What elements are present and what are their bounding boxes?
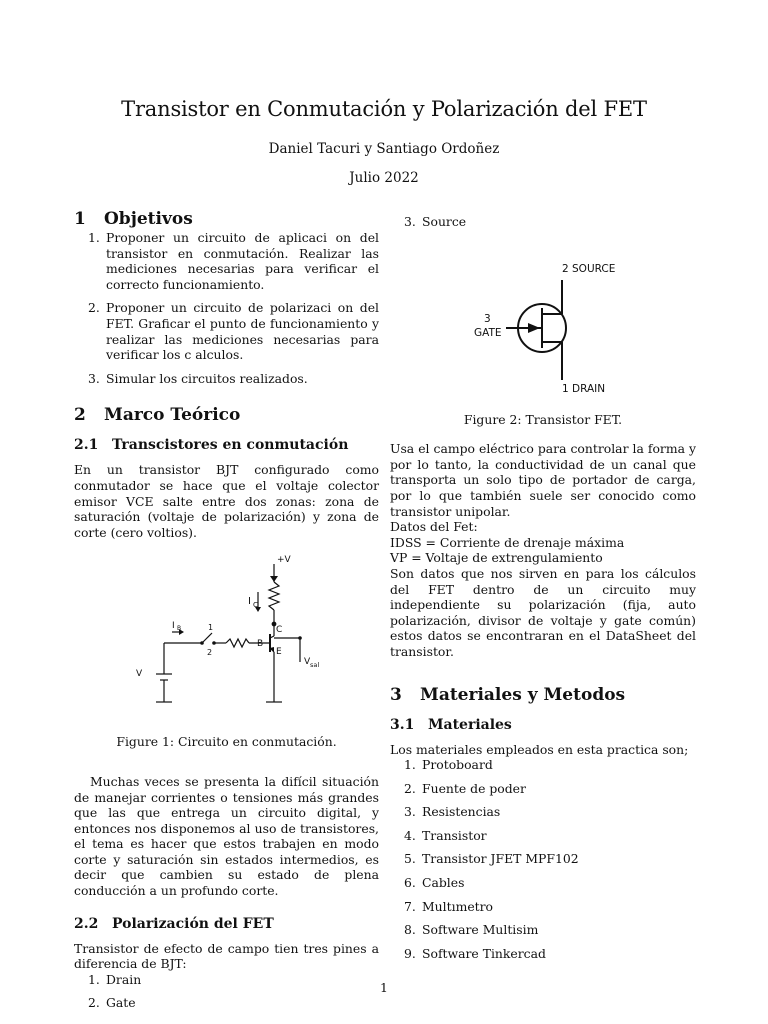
label-c: C [276,625,283,636]
label-v: V [136,669,143,680]
pins-list-continued [390,214,696,230]
list-item: 7. Multımetro [404,898,494,914]
list-item: 3. Resistencias [404,804,501,820]
list-item: 2. Proponer un circuito de polarizaci on del FET. Graficar el punto de funcionamiento y realizar las mediciones necesarias para verificar los c alculos. [88,300,379,363]
section-heading-materiales-metodos: 3 Materiales y Metodos [390,684,626,705]
label-vsal: V [304,657,311,668]
idss-definition: IDSS = Corriente de drenaje máxima [390,534,625,550]
list-item: 5. Transistor JFET MPF102 [404,851,579,867]
subsection-heading-materiales: 3.1 Materiales [390,716,512,733]
list-item: 8. Software Multisim [404,922,539,938]
label-ic-sub: C [253,601,258,610]
label-switch-2: 2 [207,648,213,658]
list-item: 1. Drain [88,971,142,987]
subsection-heading-conmutacion: 2.1 Transcistores en conmutación [74,437,349,454]
paper-title: Transistor en Conmutación y Polarización del FET [121,97,647,121]
fet-drain-label: 1 DRAIN [562,382,606,395]
list-item: 1. Proponer un circuito de aplicaci on del transistor en conmutación. Realizar las mediciones necesarias para verificar el correcto funcionamiento. [88,230,379,292]
paragraph-materiales: Los materiales empleados en esta practica son; [390,741,689,757]
label-vsal-sub: sal [310,661,320,670]
section-heading-objetivos: 1 Objetivos [74,209,193,229]
paragraph-campo-electrico: Usa el campo eléctrico para controlar la forma y por lo tanto, la conductividad de un canal que transporta un solo tipo de portador de carga, por lo que también suele ser conocido como transistor unipolar. [390,441,696,519]
subsection-heading-polarizacion-fet: 2.2 Polarización del FET [74,915,274,932]
figure-1 [74,552,379,714]
label-ic: I [248,596,251,608]
figure-2-caption: Figure 2: Transistor FET. [463,411,623,427]
label-switch-1: 1 [208,623,214,633]
paragraph-datos-calculos: Son datos que nos sirven en para los cálculos del FET dentro de un circuito muy independiente su polarización (fija, auto polarización, divisor de voltaje y gate común) estos datos se encontraran en el DataSheet del transistor. [390,565,696,659]
fet-gate-label: GATE [474,326,502,339]
paper-date: Julio 2022 [349,170,419,186]
list-item: 3. Simular los circuitos realizados. [88,370,308,386]
label-b: B [257,639,264,650]
switching-circuit-diagram [74,552,379,714]
paragraph-tres-pines: Transistor de efecto de campo tien tres pines a diferencia de BJT: [74,940,379,972]
datos-fet-label: Datos del Fet: [390,519,478,535]
page-number: 1 [380,980,388,995]
fet-source-label: 2 SOURCE [562,262,616,275]
list-item: 3. Source [404,214,467,229]
section-heading-marco-teorico: 2 Marco Teórico [74,405,241,426]
list-item: 2. Gate [88,995,136,1011]
figure-2 [390,250,696,400]
left-column [74,208,379,1011]
list-item: 2. Fuente de poder [404,780,526,796]
label-e: E [276,647,282,658]
fet-gate-number: 3 [484,312,491,325]
vp-definition: VP = Voltaje de extrengulamiento [390,550,603,566]
list-item: 9. Software Tinkercad [404,945,546,961]
right-column [390,214,696,961]
fet-symbol-diagram [390,250,696,400]
paper-authors: Daniel Tacuri y Santiago Ordoñez [268,141,500,157]
paragraph-bjt: En un transistor BJT configurado como conmutador se hace que el voltaje colector emisor VCE salte entre dos zonas: zona de saturación (voltaje de polarización) y zona de corte (cero voltios). [74,462,379,540]
label-ib: I [172,621,175,632]
objectives-list [74,230,379,386]
materials-list [390,757,696,961]
label-ib-sub: B [177,625,182,633]
list-item: 4. Transistor [404,827,487,843]
list-item: 6. Cables [404,875,465,891]
list-item: 1. Protoboard [404,757,493,773]
paragraph-manejo-corrientes: Muchas veces se presenta la difícil situación de manejar corrientes o tensiones más grandes que las que entrega un circuito digital, y entonces nos disponemos al uso de transistores, el tema es hacer que estos trabajen en modo corte y saturación sin estados intermedios, es decir que cambien su estado de plena conducción a un profundo corte. [74,773,379,899]
figure-1-caption: Figure 1: Circuito en conmutación. [116,734,337,750]
label-plus-v: +V [277,555,291,566]
